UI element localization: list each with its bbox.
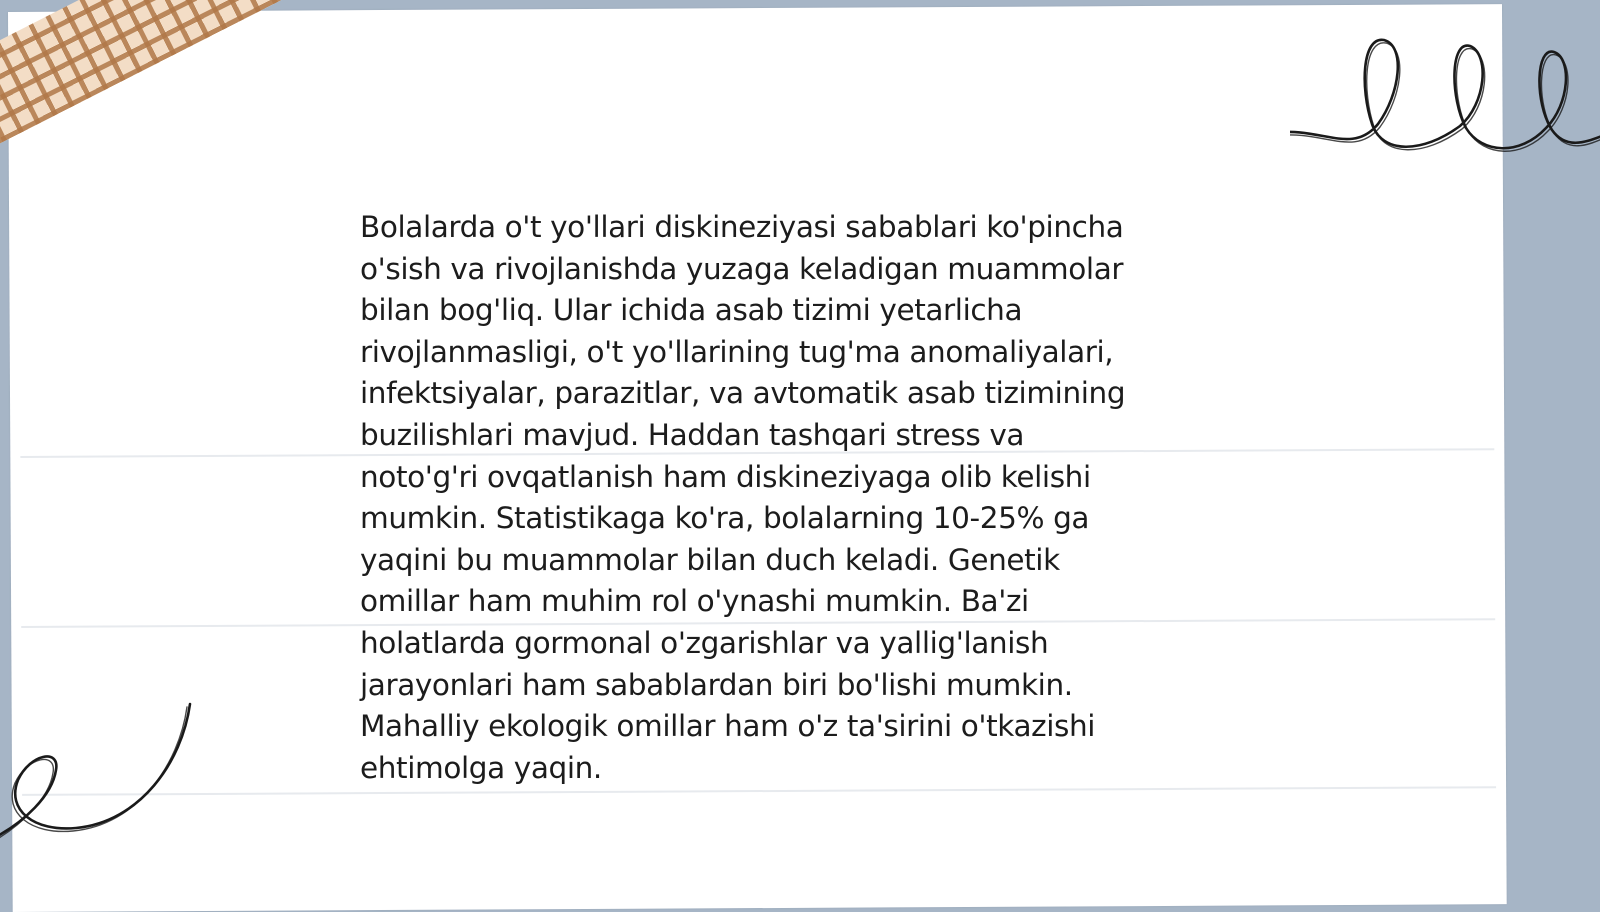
body-paragraph: Bolalarda o't yo'llari diskineziyasi sabablari ko'pincha o'sish va rivojlanishda yuzaga keladigan muammolar bilan bog'liq. Ular ichida asab tizimi yetarlicha rivojlanmasligi, o't yo'llarining tug'ma anomaliyalari, infektsiyalar, parazitlar, va avtomatik asab tizimining buzilishlari mavjud. Haddan tashqari stress va noto'g'ri ovqatlanish ham diskineziyaga olib kelishi mumkin. Statistikaga ko'ra, bolalarning 10-25% ga yaqini bu muammolar bilan duch keladi. Genetik omillar ham muhim rol o'ynashi mumkin. Ba'zi holatlarda gormonal o'zgarishlar va yallig'lanish jarayonlari ham sabablardan biri bo'lishi mumkin. Mahalliy ekologik omillar ham o'z ta'sirini o'tkazishi ehtimolga yaqin. [360, 210, 1126, 785]
single-loop-swirl-icon [0, 696, 200, 856]
triple-loop-swirl-icon [1290, 28, 1600, 168]
